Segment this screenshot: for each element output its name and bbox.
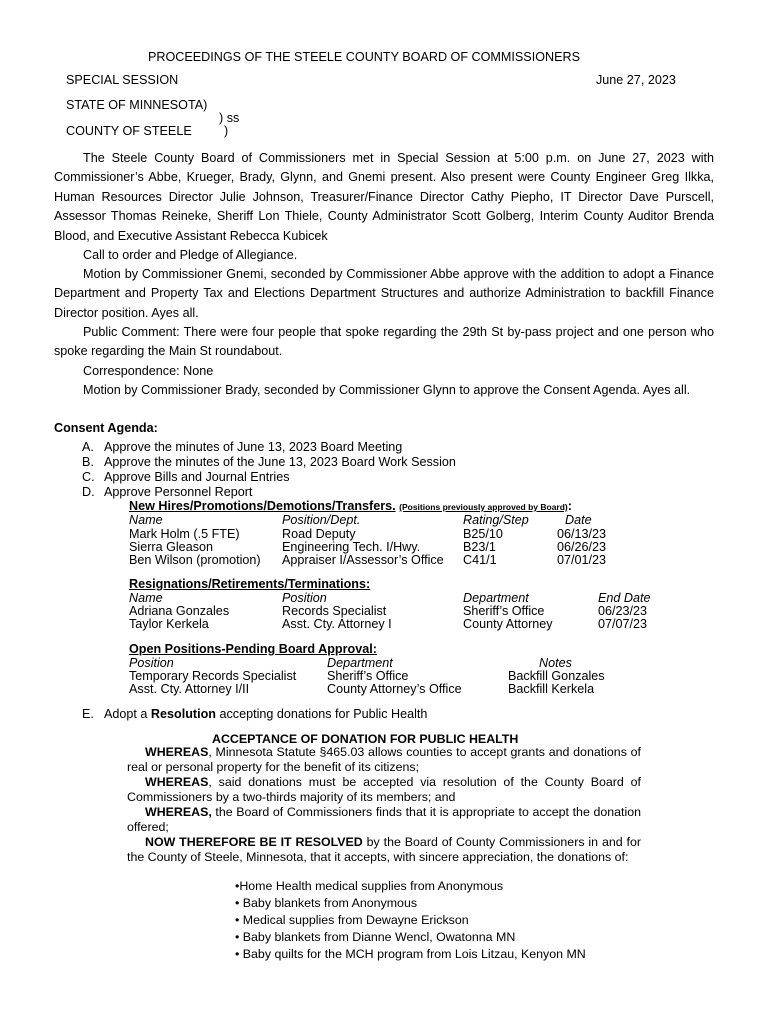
list-item: • Baby blankets from Dianne Wencl, Owatonna MN xyxy=(235,930,516,944)
list-item-letter: C. xyxy=(82,470,95,484)
resignations-heading: Resignations/Retirements/Terminations: xyxy=(129,577,371,591)
table-cell: B23/1 xyxy=(463,540,496,554)
column-header: Date xyxy=(565,513,592,527)
column-header: End Date xyxy=(598,591,651,605)
new-hires-heading-line xyxy=(129,499,572,513)
new-hires-colon: : xyxy=(567,499,572,513)
intro-paragraph: The Steele County Board of Commissioners met in Special Session at 5:00 p.m. on June 27, 2023 with Commissioner’s Abbe, Krueger, Brady, Glynn, and Gnemi present. Also present were County Engineer Greg Ilkka, Human Resources Director Julie Johnson, Treasurer/Finance Director Cathy Piepho, IT Director Dave Purscell, Assessor Thomas Reineke, Sheriff Lon Thiele, County Administrator Scott Golberg, Interim County Auditor Brenda Blood, and Executive Assistant Rebecca Kubicek xyxy=(54,151,714,243)
list-item: Approve the minutes of June 13, 2023 Board Meeting xyxy=(104,440,403,454)
list-item-letter: B. xyxy=(82,455,94,469)
table-cell: Road Deputy xyxy=(282,527,356,541)
column-header: Notes xyxy=(539,656,572,670)
table-cell: Mark Holm (.5 FTE) xyxy=(129,527,240,541)
open-positions-heading: Open Positions-Pending Board Approval: xyxy=(129,642,377,656)
whereas-1: WHEREAS, Minnesota Statute §465.03 allows counties to accept grants and donations of real or personal property for the benefit of its citizens; xyxy=(127,745,641,775)
column-header: Department xyxy=(327,656,393,670)
list-item: • Medical supplies from Dewayne Erickson xyxy=(235,913,469,927)
list-item: •Home Health medical supplies from Anonymous xyxy=(235,879,504,893)
column-header: Position xyxy=(282,591,327,605)
list-item: Approve Bills and Journal Entries xyxy=(104,470,290,484)
table-cell: Asst. Cty. Attorney I xyxy=(282,617,392,631)
table-cell: Temporary Records Specialist xyxy=(129,669,297,683)
table-cell: Asst. Cty. Attorney I/II xyxy=(129,682,250,696)
list-item: • Baby quilts for the MCH program from Lois Litzau, Kenyon MN xyxy=(235,947,586,961)
list-item-letter: A. xyxy=(82,440,94,454)
item-e-text: accepting donations for Public Health xyxy=(219,707,428,721)
table-cell: Backfill Kerkela xyxy=(508,682,595,696)
correspondence: Correspondence: None xyxy=(83,364,214,378)
item-e-text: Adopt a xyxy=(104,707,148,721)
call-to-order: Call to order and Pledge of Allegiance. xyxy=(83,248,298,262)
state-line: STATE OF MINNESOTA) xyxy=(66,98,208,112)
table-cell: Sheriff’s Office xyxy=(327,669,409,683)
column-header: Rating/Step xyxy=(463,513,529,527)
table-cell: Engineering Tech. I/Hwy. xyxy=(282,540,421,554)
column-header: Position/Dept. xyxy=(282,513,361,527)
new-hires-heading: New Hires/Promotions/Demotions/Transfers. xyxy=(129,499,396,513)
table-cell: 06/23/23 xyxy=(598,604,648,618)
whereas-3: WHEREAS, the Board of Commissioners finds that it is appropriate to accept the donation offered; xyxy=(127,805,641,835)
column-header: Position xyxy=(129,656,174,670)
table-cell: County Attorney’s Office xyxy=(327,682,462,696)
table-cell: Backfill Gonzales xyxy=(508,669,605,683)
list-item: • Baby blankets from Anonymous xyxy=(235,896,418,910)
new-hires-note: (Positions previously approved by Board) xyxy=(399,502,568,512)
table-cell: Appraiser I/Assessor’s Office xyxy=(282,553,444,567)
table-cell: C41/1 xyxy=(463,553,497,567)
list-item-letter: D. xyxy=(82,485,95,499)
whereas-2: WHEREAS, said donations must be accepted via resolution of the County Board of Commissioners by a two-thirds majority of its members; and xyxy=(127,775,641,805)
motion-paragraph-1: Motion by Commissioner Gnemi, seconded by Commissioner Abbe approve with the addition to adopt a Finance Department and Property Tax and Elections Department Structures and authorize Administration to backfill Finance Director position. Ayes all. xyxy=(54,267,714,320)
column-header: Name xyxy=(129,513,163,527)
table-cell: Taylor Kerkela xyxy=(129,617,209,631)
list-item: Approve Personnel Report xyxy=(104,485,253,499)
session-type: SPECIAL SESSION xyxy=(66,73,179,87)
table-cell: Ben Wilson (promotion) xyxy=(129,553,261,567)
county-line: COUNTY OF STEELE xyxy=(66,124,192,138)
session-date: June 27, 2023 xyxy=(596,73,676,87)
document-title: PROCEEDINGS OF THE STEELE COUNTY BOARD OF COMMISSIONERS xyxy=(148,50,580,64)
list-item: Approve the minutes of the June 13, 2023 Board Work Session xyxy=(104,455,456,469)
table-cell: County Attorney xyxy=(463,617,553,631)
ss-line: ) ss xyxy=(219,111,240,125)
table-cell: Adriana Gonzales xyxy=(129,604,230,618)
motion-paragraph-2: Motion by Commissioner Brady, seconded by Commissioner Glynn to approve the Consent Agenda. Ayes all. xyxy=(83,383,691,397)
public-comment: Public Comment: There were four people that spoke regarding the 29th St by-pass project and one person who spoke regarding the Main St roundabout. xyxy=(54,325,714,359)
county-paren: ) xyxy=(224,124,229,138)
table-cell: B25/10 xyxy=(463,527,503,541)
list-item-letter: E. xyxy=(82,707,94,721)
table-cell: Sierra Gleason xyxy=(129,540,213,554)
column-header: Name xyxy=(129,591,163,605)
resolved-clause: NOW THEREFORE BE IT RESOLVED by the Board of County Commissioners in and for the County of Steele, Minnesota, that it accepts, with sincere appreciation, the donations of: xyxy=(127,835,641,865)
table-cell: 07/07/23 xyxy=(598,617,648,631)
item-e-bold: Resolution xyxy=(150,707,216,721)
list-item-e xyxy=(104,707,427,721)
consent-agenda-heading: Consent Agenda: xyxy=(54,421,158,435)
table-cell: Records Specialist xyxy=(282,604,387,618)
table-cell: Sheriff’s Office xyxy=(463,604,545,618)
resolution-title: ACCEPTANCE OF DONATION FOR PUBLIC HEALTH xyxy=(212,732,519,746)
column-header: Department xyxy=(463,591,529,605)
table-cell: 06/26/23 xyxy=(557,540,607,554)
table-cell: 06/13/23 xyxy=(557,527,607,541)
table-cell: 07/01/23 xyxy=(557,553,607,567)
